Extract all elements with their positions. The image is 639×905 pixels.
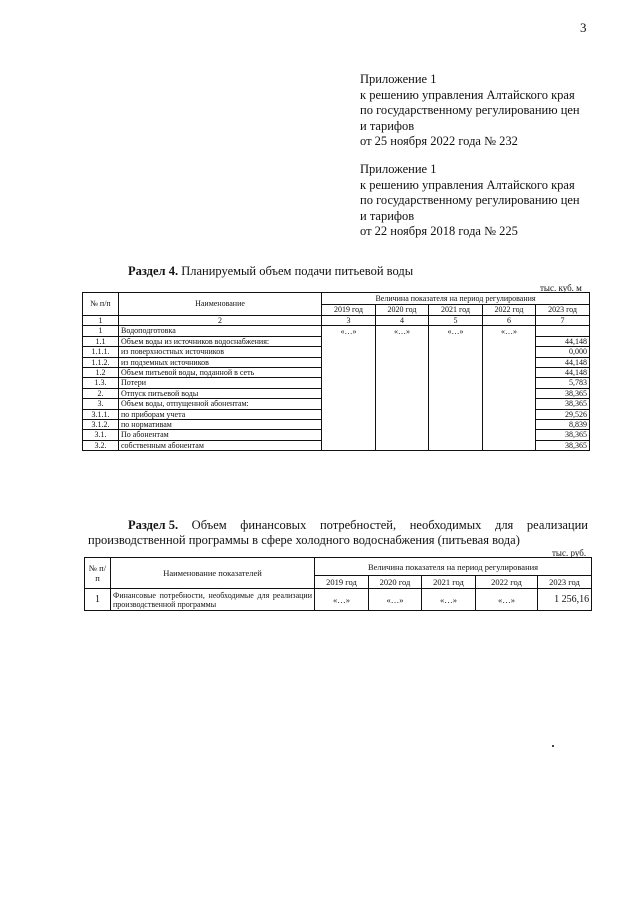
row-name: из подземных источников [119,357,322,367]
row-value: 44,148 [536,336,590,346]
section5-label: Раздел 5. [128,518,179,532]
title-word: необходимых [409,518,482,532]
header-name: Наименование [119,293,322,316]
row-value: 44,148 [536,368,590,378]
annex-line: Приложение 1 [360,72,437,86]
placeholder-2020: «…» [369,589,422,611]
annex-line: по государственному регулированию цен [360,103,580,117]
row-name: Объем воды, отпущенной абонентам: [119,399,322,409]
annex-line: и тарифов [360,118,415,133]
annex-header-original [360,162,580,240]
section4-unit: тыс. куб. м [540,283,582,293]
row-value [536,326,590,336]
header-year: 2020 год [369,576,422,589]
row-num: 3. [83,399,119,409]
header-year: 2020 год [376,305,429,316]
row-num: 3.1. [83,430,119,440]
row-value: 38,365 [536,388,590,398]
page-number: 3 [580,20,587,35]
row-name: По абонентам [119,430,322,440]
row-num: 1.1 [83,336,119,346]
row-num: 3.2. [83,440,119,450]
header-group: Величина показателя на период регулирования [315,558,592,576]
header-year: 2022 год [483,305,536,316]
annex-line: и тарифов [360,208,415,223]
scan-speck [552,745,554,747]
row-name: из поверхностных источников [119,347,322,357]
placeholder-2021: «…» [422,589,476,611]
section5-unit: тыс. руб. [552,548,587,558]
title-word: финансовых [240,518,307,532]
annex-line: от 22 ноября 2018 года № 225 [360,224,518,238]
header-num: № п/п [85,558,111,589]
row-num: 2. [83,388,119,398]
annex-line: от 25 ноября 2022 года № 232 [360,134,518,148]
header-group: Величина показателя на период регулирования [322,293,590,305]
row-value: 8,839 [536,420,590,430]
row-num: 1.1.1. [83,347,119,357]
col-number: 7 [536,316,590,326]
title-word: Объем [191,518,227,532]
placeholder-2019: «…» [315,589,369,611]
placeholder-2022: «…» [476,589,538,611]
row-name: Потери [119,378,322,388]
header-year: 2021 год [429,305,483,316]
title-word: реализации [526,518,588,532]
row-num: 1 [85,589,111,611]
row-name: по приборам учета [119,409,322,419]
row-value: 44,148 [536,357,590,367]
row-num: 1 [83,326,119,336]
section4-title [128,264,413,279]
col-number: 6 [483,316,536,326]
col-number: 5 [429,316,483,326]
row-num: 3.1.2. [83,420,119,430]
col-number: 4 [376,316,429,326]
annex-line: к решению управления Алтайского края [360,87,575,102]
header-year: 2022 год [476,576,538,589]
row-value: 5,783 [536,378,590,388]
section5-title [88,518,588,547]
section4-title-text: Планируемый объем подачи питьевой воды [181,264,414,278]
header-num: № п/п [83,293,119,316]
placeholder-2022: «…» [483,326,536,451]
row-value: 38,365 [536,440,590,450]
annex-line: к решению управления Алтайского края [360,177,575,192]
header-year: 2019 год [322,305,376,316]
title-word: потребностей, [319,518,397,532]
placeholder-2021: «…» [429,326,483,451]
row-value: 38,365 [536,399,590,409]
row-name: по нормативам [119,420,322,430]
row-num: 1.1.2. [83,357,119,367]
annex-line: по государственному регулированию цен [360,193,580,207]
row-value: 1 256,16 [538,589,592,611]
section5-title-line2: производственной программы в сфере холодного водоснабжения (питьевая вода) [88,532,520,547]
row-name: собственным абонентам [119,440,322,450]
annex-line: Приложение 1 [360,162,437,176]
header-year: 2023 год [536,305,590,316]
header-year: 2021 год [422,576,476,589]
placeholder-2019: «…» [322,326,376,451]
row-num: 3.1.1. [83,409,119,419]
row-name: Водоподготовка [119,326,322,336]
title-word: для [494,518,514,532]
header-name: Наименование показателей [111,558,315,589]
row-num: 1.3. [83,378,119,388]
annex-header-current [360,72,580,150]
row-name: Объем питьевой воды, поданной в сеть [119,368,322,378]
row-name: Объем воды из источников водоснабжения: [119,336,322,346]
row-name: Отпуск питьевой воды [119,388,322,398]
row-value: 0,000 [536,347,590,357]
row-num: 1.2 [83,368,119,378]
col-number: 1 [83,316,119,326]
row-value: 38,365 [536,430,590,440]
header-year: 2023 год [538,576,592,589]
row-name: Финансовые потребности, необходимые для реализации производственной программы [111,589,315,611]
water-volume-table [82,292,590,451]
placeholder-2020: «…» [376,326,429,451]
col-number: 3 [322,316,376,326]
financial-needs-table [84,557,592,611]
section4-label: Раздел 4. [128,264,179,278]
header-year: 2019 год [315,576,369,589]
col-number: 2 [119,316,322,326]
row-value: 29,526 [536,409,590,419]
